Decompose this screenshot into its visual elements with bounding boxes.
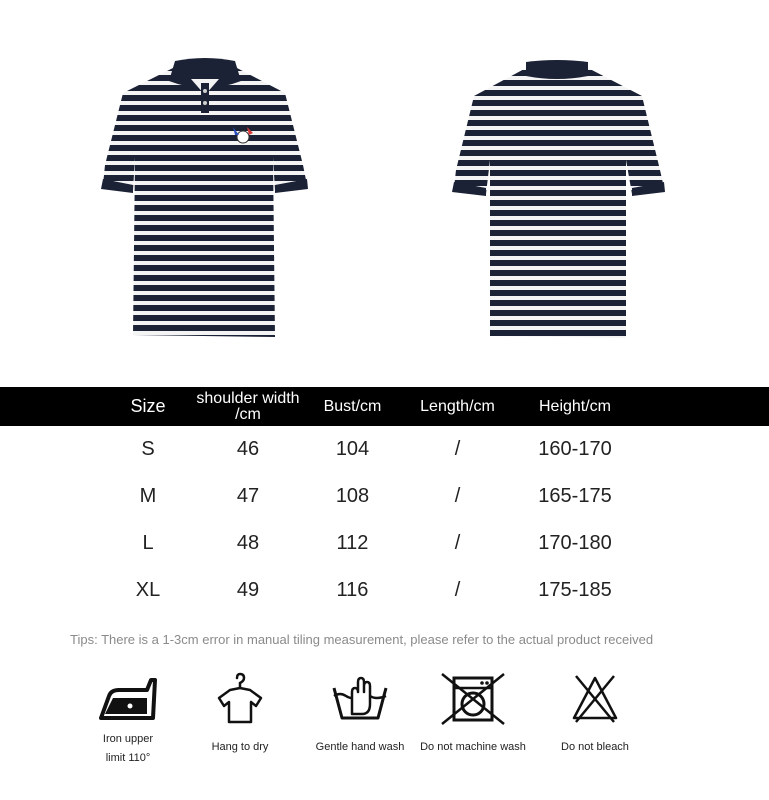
cell-bust: 116 bbox=[336, 579, 369, 601]
care-no-machine-wash-label: Do not machine wash bbox=[420, 741, 526, 753]
cell-length: / bbox=[454, 438, 461, 460]
care-no-bleach-label: Do not bleach bbox=[561, 741, 629, 753]
cell-length: / bbox=[454, 532, 461, 554]
care-no-bleach bbox=[550, 672, 640, 757]
header-shoulder-line2: /cm bbox=[235, 405, 261, 423]
care-hang-label: Hang to dry bbox=[211, 741, 269, 753]
product-images bbox=[0, 0, 769, 360]
care-hand-wash-label: Gentle hand wash bbox=[315, 741, 405, 753]
header-size: Size bbox=[130, 396, 166, 416]
table-row bbox=[0, 426, 769, 473]
cell-height: 165-175 bbox=[538, 485, 612, 507]
header-shoulder-line1: shoulder width bbox=[196, 389, 300, 407]
cell-bust: 108 bbox=[335, 485, 370, 507]
care-hang bbox=[200, 672, 280, 757]
cell-shoulder: 47 bbox=[236, 485, 260, 507]
cell-shoulder: 49 bbox=[236, 579, 260, 601]
polo-front-image bbox=[95, 55, 315, 345]
cell-shoulder: 46 bbox=[236, 438, 260, 460]
tips-text: Tips: There is a 1-3cm error in manual tiling measurement, please refer to the actual product received bbox=[70, 632, 654, 647]
care-iron-label bbox=[88, 730, 168, 768]
cell-shoulder: 48 bbox=[236, 532, 260, 554]
header-shoulder-width bbox=[183, 387, 313, 426]
no-bleach-icon bbox=[570, 672, 620, 726]
cell-length: / bbox=[454, 485, 461, 507]
hand-wash-icon bbox=[330, 672, 390, 726]
header-height: Height/cm bbox=[538, 397, 612, 415]
care-iron-line1: Iron upper bbox=[102, 733, 154, 745]
table-header bbox=[0, 387, 769, 426]
cell-size: S bbox=[141, 438, 155, 460]
no-machine-wash-icon bbox=[440, 672, 506, 726]
size-table bbox=[0, 387, 769, 614]
cell-height: 170-180 bbox=[538, 532, 612, 554]
header-bust: Bust/cm bbox=[323, 397, 382, 415]
header-length: Length/cm bbox=[420, 397, 495, 415]
cell-size: XL bbox=[135, 579, 161, 601]
cell-size: M bbox=[139, 485, 157, 507]
cell-length: / bbox=[454, 579, 461, 601]
cell-bust: 104 bbox=[335, 438, 370, 460]
cell-bust: 112 bbox=[336, 532, 369, 554]
cell-height: 160-170 bbox=[538, 438, 612, 460]
table-row bbox=[0, 473, 769, 520]
care-no-machine-wash bbox=[413, 672, 533, 757]
cell-size: L bbox=[142, 532, 154, 554]
cell-height: 175-185 bbox=[538, 579, 612, 601]
hanger-icon bbox=[215, 672, 265, 726]
care-hand-wash bbox=[305, 672, 415, 757]
care-iron-line2: limit 110° bbox=[105, 752, 151, 764]
polo-back-image bbox=[450, 60, 668, 345]
care-iron bbox=[88, 674, 168, 768]
table-row bbox=[0, 567, 769, 614]
iron-icon bbox=[97, 674, 159, 724]
table-row bbox=[0, 520, 769, 567]
